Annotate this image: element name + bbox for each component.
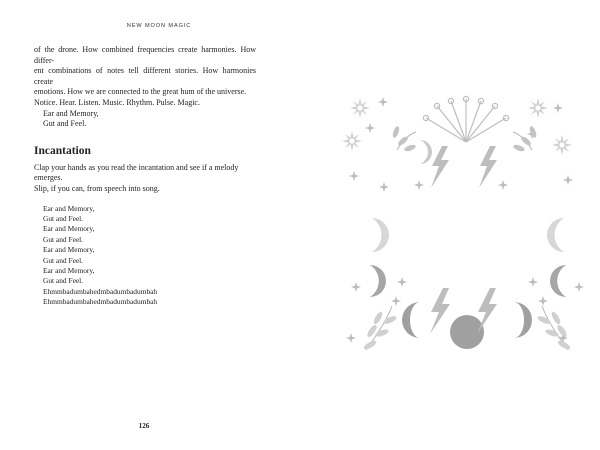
intro-chant-line: Gut and Feel. [43,119,87,129]
paragraph-line: of the drone. How combined frequencies create harmonies. How differ- [34,45,256,65]
incantation-line: Gut and Feel. [43,276,84,286]
sparkle-icon [365,123,375,133]
right-page [300,0,600,450]
sparkle-icon [538,296,548,306]
sparkle-icon [391,296,401,306]
sparkle-icon [397,277,407,287]
crescent-moon-icon [547,218,564,252]
crescent-moon-icon [532,164,548,196]
sparkle-icon [528,277,538,287]
incantation-line: Ehmmbadumbahedmbadumbadumbah [43,286,158,296]
lightning-icon [431,146,449,188]
paragraph-line: Notice. Hear. Listen. Music. Rhythm. Pulse. Magic. [34,97,200,107]
sparkle-icon [346,333,356,343]
instruction-line: Slip, if you can, from speech into song. [34,183,160,193]
starburst-icon [342,131,362,151]
leaf-sprig-icon [363,306,398,351]
crescent-moon-icon [550,265,566,297]
lightning-icon [430,288,450,334]
sparkle-icon [349,171,359,181]
radiating-wands-icon [423,96,508,142]
incantation [34,204,256,308]
gibbous-moon-icon [514,302,532,338]
moon-illustration [300,0,600,450]
leaf-sprig-icon [392,125,417,152]
lightning-icon [479,146,497,188]
starburst-icon [552,135,572,155]
sparkle-icon [498,180,508,190]
running-head: NEW MOON MAGIC [126,23,192,29]
incantation-line: Ehmmbadumbahedmbadumbadumbah [43,297,158,307]
incantation-line: Ear and Memory, [43,203,95,213]
incantation-line: Ear and Memory, [43,265,95,275]
crescent-moon-icon [372,218,389,252]
gibbous-moon-icon [402,302,420,338]
incantation-line: Gut and Feel. [43,234,84,244]
incantation-line: Ear and Memory, [43,224,95,234]
incantation-line: Ear and Memory, [43,245,95,255]
instruction-line: Clap your hands as you read the incantation and see if a melody emerges. [34,162,239,183]
leaf-sprig-icon [536,306,571,351]
crescent-moon-icon [420,140,432,164]
starburst-icon [350,98,370,118]
incantation-line: Gut and Feel. [43,213,84,223]
sparkle-icon [553,103,563,113]
lightning-icon [477,288,497,334]
paragraph-line: emotions. How we are connected to the great hum of the universe. [34,87,247,97]
sparkle-icon [414,180,424,190]
starburst-icon [528,98,548,118]
sparkle-icon [351,282,361,292]
sparkle-icon [574,282,584,292]
paragraph-line: ent combinations of notes tell different stories. How harmonies create [34,66,256,86]
sparkle-icon [379,182,389,192]
crescent-moon-icon [366,164,382,196]
sparkle-icon [563,175,573,185]
body-text [34,45,256,308]
leaf-sprig-icon [512,125,537,152]
sparkle-icon [378,97,388,107]
intro-chant-line: Ear and Memory, [43,108,99,118]
section-heading: Incantation [34,144,91,157]
page-number: 126 [138,422,150,430]
crescent-moon-icon [370,265,386,297]
incantation-line: Gut and Feel. [43,255,84,265]
full-moon-icon [450,315,484,349]
